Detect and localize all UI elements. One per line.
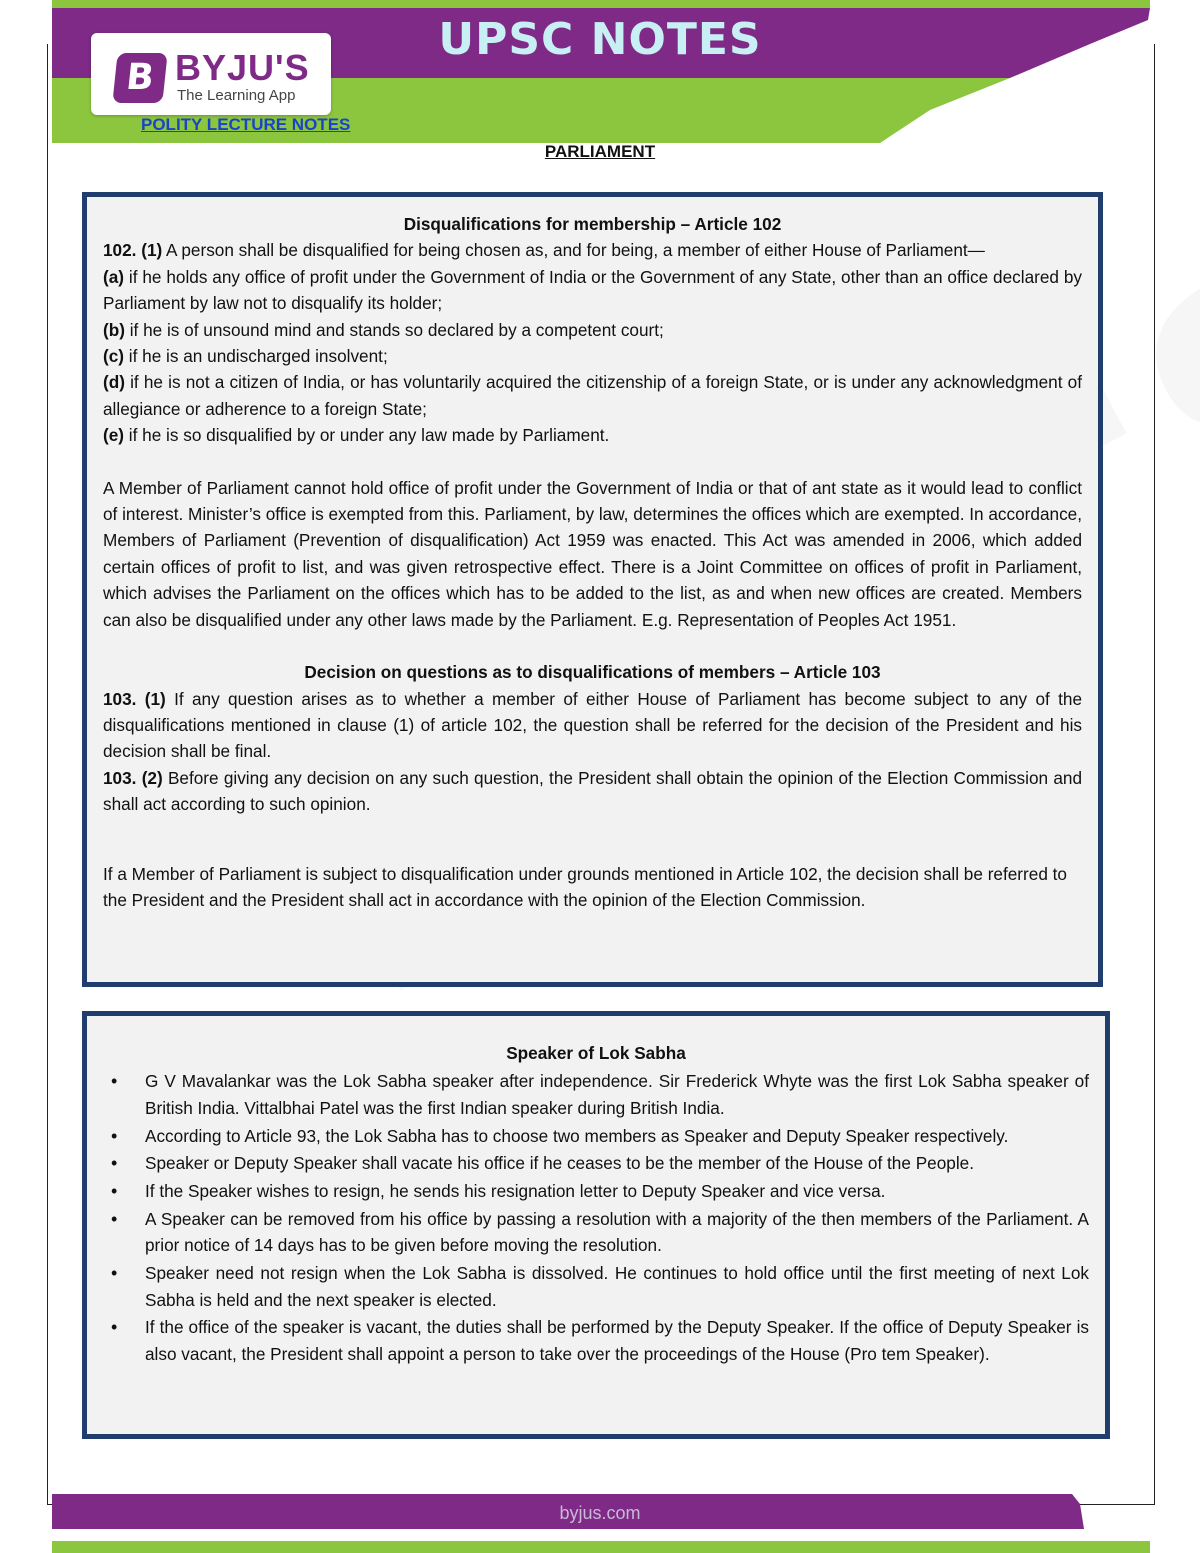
article-103-heading: Decision on questions as to disqualifications of members – Article 103 [304, 662, 881, 683]
clause-text: if he is not a citizen of India, or has voluntarily acquired the citizenship of a foreign State, or is under any acknowledgment of allegiance or adherence to a foreign State; [103, 372, 1082, 419]
list-item: • If the office of the speaker is vacant, the duties shall be performed by the Deputy Speaker. If the office of Deputy Speaker is also vacant, the President shall appoint a person to take over the proceedings of the House (Pro tem Speaker). [145, 1314, 1089, 1367]
article-text: If any question arises as to whether a member of either House of Parliament has become subject to any of the disqualifications mentioned in clause (1) of article 102, the question shall be referred for the decision of the President and his decision shall be final. [103, 688, 1083, 762]
logo-name: BYJU'S [175, 47, 310, 88]
article-text: A person shall be disqualified for being chosen as, and for being, a member of either House of Parliament— [162, 240, 985, 261]
article-number: 102. (1) [103, 240, 163, 261]
header-title: UPSC NOTES [438, 14, 762, 65]
clause-e [103, 422, 1082, 448]
article-103-clause-1 [103, 686, 1082, 765]
disqualification-summary-paragraph: If a Member of Parliament is subject to disqualification under grounds mentioned in Article 102, the decision shall be referred to the President and the President shall act in accordance with the opinion of the Election Commission. [103, 863, 1067, 911]
office-of-profit-paragraph: A Member of Parliament cannot hold office of profit under the Government of India or that of ant state as it would lead to conflict of interest. Minister’s office is exempted from this. Parliament, by law, determines the offices which are exempted. In accordance, Members of Parliament (Prevention of disqualification) Act 1959 was enacted. This Act was amended in 2006, which added certain offices of profit to list, and was given retrospective effect. There is a Joint Committee on offices of profit in Parliament, which advises the Parliament on the offices which has to be added to the list, as and when new offices are created. Members can also be disqualified under any other laws made by the Parliament. E.g. Representation of Peoples Act 1951. [103, 477, 1082, 630]
list-item: • G V Mavalankar was the Lok Sabha speaker after independence. Sir Frederick Whyte was the first Lok Sabha speaker of British India. Vittalbhai Patel was the first Indian speaker during British India. [145, 1068, 1089, 1121]
section-link[interactable]: POLITY LECTURE NOTES [141, 115, 351, 134]
footer-url[interactable]: byjus.com [559, 1503, 641, 1523]
list-item: • According to Article 93, the Lok Sabha has to choose two members as Speaker and Deputy Speaker respectively. [145, 1123, 1089, 1149]
article-text: Before giving any decision on any such question, the President shall obtain the opinion of the Election Commission and shall act according to such opinion. [103, 767, 1083, 815]
clause-text: if he is of unsound mind and stands so declared by a competent court; [124, 319, 664, 340]
clause-text: if he is so disqualified by or under any law made by Parliament. [124, 425, 610, 446]
clause-text: if he is an undischarged insolvent; [124, 346, 388, 367]
article-102-clause-1 [103, 237, 1082, 263]
article-102-103-box [82, 192, 1103, 987]
clause-label: (a) [103, 266, 125, 287]
clause-b [103, 317, 1082, 343]
clause-c [103, 343, 1082, 369]
article-102-heading: Disqualifications for membership – Article 102 [403, 214, 782, 234]
page-title: PARLIAMENT [544, 142, 656, 161]
speaker-bullet-list [103, 1068, 1089, 1367]
clause-label: (c) [103, 346, 125, 367]
clause-label: (b) [103, 319, 125, 340]
article-number: 103. (1) [103, 688, 166, 709]
list-item: • Speaker or Deputy Speaker shall vacate his office if he ceases to be the member of the House of the People. [145, 1150, 1089, 1176]
list-item: • If the Speaker wishes to resign, he sends his resignation letter to Deputy Speaker and vice versa. [145, 1178, 1089, 1204]
clause-label: (d) [103, 372, 125, 393]
article-number: 103. (2) [103, 767, 163, 788]
clause-d [103, 369, 1082, 422]
clause-text: if he holds any office of profit under the Government of India or the Government of any State, other than an office declared by Parliament by law not to disqualify its holder; [103, 266, 1082, 314]
speaker-heading: Speaker of Lok Sabha [506, 1043, 686, 1063]
clause-a [103, 264, 1082, 317]
logo-tagline: The Learning App [177, 87, 296, 104]
article-103-clause-2 [103, 765, 1082, 818]
clause-label: (e) [103, 425, 125, 446]
list-item: • Speaker need not resign when the Lok Sabha is dissolved. He continues to hold office until the first meeting of next Lok Sabha is held and the next speaker is elected. [145, 1260, 1089, 1313]
speaker-box [82, 1011, 1110, 1439]
logo-b-icon: B [112, 53, 167, 103]
list-item: • A Speaker can be removed from his office by passing a resolution with a majority of the then members of the Parliament. A prior notice of 14 days has to be given before moving the resolution. [145, 1206, 1089, 1259]
